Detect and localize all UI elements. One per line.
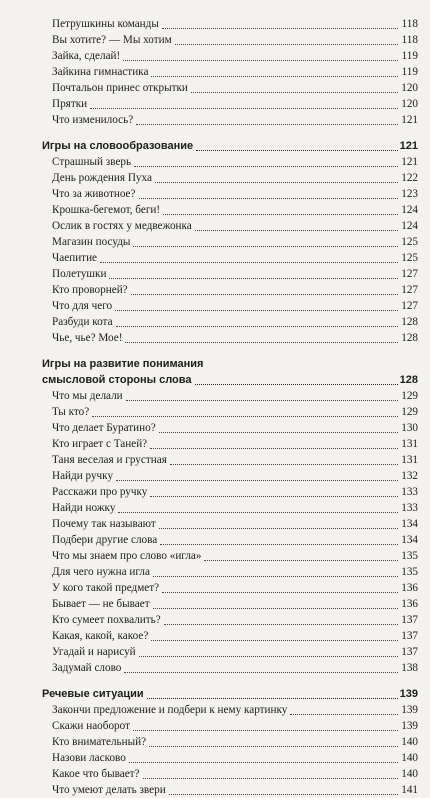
entry-page-number: 127	[401, 300, 418, 312]
dot-leader	[150, 496, 398, 497]
dot-leader	[162, 28, 398, 29]
entry-page-number: 138	[401, 662, 418, 674]
entry-page-number: 131	[401, 438, 418, 450]
entry-page-number: 137	[401, 614, 418, 626]
toc-entry[interactable]	[42, 314, 418, 330]
toc-entry[interactable]	[42, 564, 418, 580]
entry-page-number: 131	[401, 454, 418, 466]
entry-page-number: 128	[401, 332, 418, 344]
dot-leader	[139, 656, 398, 657]
toc-entry[interactable]	[42, 734, 418, 750]
toc-entry[interactable]	[42, 660, 418, 676]
entry-title: Задумай слово	[52, 662, 122, 674]
entry-page-number: 133	[401, 502, 418, 514]
toc-group-3	[42, 388, 418, 676]
entry-page-number: 119	[401, 50, 418, 62]
entry-page-number: 125	[401, 236, 418, 248]
table-of-contents	[42, 16, 418, 798]
toc-entry[interactable]	[42, 596, 418, 612]
entry-title: Угадай и нарисуй	[52, 646, 136, 658]
dot-leader	[204, 560, 398, 561]
toc-entry[interactable]	[42, 48, 418, 64]
entry-title: Бывает — не бывает	[52, 598, 150, 610]
toc-section-heading[interactable]	[42, 138, 418, 154]
toc-entry[interactable]	[42, 702, 418, 718]
toc-entry[interactable]	[42, 580, 418, 596]
toc-entry[interactable]	[42, 218, 418, 234]
entry-title: Кто внимательный?	[52, 736, 147, 748]
toc-entry[interactable]	[42, 420, 418, 436]
entry-page-number: 140	[401, 752, 418, 764]
dot-leader	[155, 182, 398, 183]
entry-page-number: 134	[401, 518, 418, 530]
entry-title: Что изменилось?	[52, 114, 134, 126]
entry-title: Найди ручку	[52, 470, 114, 482]
entry-page-number: 124	[401, 220, 418, 232]
entry-page-number: 129	[401, 406, 418, 418]
entry-page-number: 120	[401, 98, 418, 110]
toc-entry[interactable]	[42, 452, 418, 468]
entry-title: Найди ножку	[52, 502, 116, 514]
entry-page-number: 134	[401, 534, 418, 546]
toc-entry[interactable]	[42, 766, 418, 782]
entry-page-number: 141	[401, 784, 418, 796]
dot-leader	[131, 294, 398, 295]
dot-leader	[129, 762, 398, 763]
entry-title: Скажи наоборот	[52, 720, 130, 732]
entry-page-number: 119	[401, 66, 418, 78]
entry-title: Почтальон принес открытки	[52, 82, 188, 94]
toc-entry[interactable]	[42, 468, 418, 484]
toc-entry[interactable]	[42, 628, 418, 644]
section-page-number: 128	[399, 374, 418, 386]
dot-leader	[116, 326, 398, 327]
dot-leader	[109, 278, 398, 279]
entry-title: Какая, какой, какое?	[52, 630, 149, 642]
dot-leader	[160, 544, 398, 545]
entry-title: Что мы знаем про слово «игла»	[52, 550, 202, 562]
entry-title: Страшный зверь	[52, 156, 132, 168]
entry-title: Чье, чье? Мое!	[52, 332, 123, 344]
entry-title: Разбуди кота	[52, 316, 113, 328]
dot-leader	[195, 230, 398, 231]
entry-title: День рождения Пуха	[52, 172, 152, 184]
entry-page-number: 124	[401, 204, 418, 216]
dot-leader	[133, 730, 398, 731]
entry-page-number: 137	[401, 630, 418, 642]
entry-page-number: 136	[401, 598, 418, 610]
toc-entry[interactable]	[42, 202, 418, 218]
toc-entry[interactable]	[42, 266, 418, 282]
entry-title: Что мы делали	[52, 390, 123, 402]
entry-page-number: 132	[401, 470, 418, 482]
entry-title: Крошка-бегемот, беги!	[52, 204, 161, 216]
entry-page-number: 123	[401, 188, 418, 200]
entry-title: Зайка, сделай!	[52, 50, 121, 62]
dot-leader	[133, 246, 398, 247]
entry-page-number: 121	[401, 114, 418, 126]
toc-entry[interactable]	[42, 404, 418, 420]
dot-leader	[92, 416, 398, 417]
dot-leader	[149, 746, 398, 747]
entry-title: Магазин посуды	[52, 236, 131, 248]
dot-leader	[115, 310, 398, 311]
entry-page-number: 140	[401, 736, 418, 748]
toc-entry[interactable]	[42, 500, 418, 516]
entry-page-number: 129	[401, 390, 418, 402]
entry-title: Закончи предложение и подбери к нему картинку	[52, 704, 288, 716]
entry-title: У кого такой предмет?	[52, 582, 160, 594]
toc-entry[interactable]	[42, 484, 418, 500]
entry-title: Зайкина гимнастика	[52, 66, 149, 78]
dot-leader	[134, 166, 398, 167]
entry-title: Полетушки	[52, 268, 107, 280]
dot-leader	[170, 464, 398, 465]
toc-entry[interactable]	[42, 154, 418, 170]
dot-leader	[116, 480, 398, 481]
dot-leader	[147, 698, 398, 699]
entry-page-number: 130	[401, 422, 418, 434]
toc-entry[interactable]	[42, 330, 418, 346]
dot-leader	[290, 714, 398, 715]
entry-title: Таня веселая и грустная	[52, 454, 167, 466]
toc-entry[interactable]	[42, 186, 418, 202]
toc-entry[interactable]	[42, 170, 418, 186]
entry-title: Ослик в гостях у медвежонка	[52, 220, 192, 232]
toc-entry[interactable]	[42, 298, 418, 314]
toc-group-1	[42, 16, 418, 128]
section-title: Игры на словообразование	[42, 140, 194, 152]
entry-page-number: 125	[401, 252, 418, 264]
toc-entry[interactable]	[42, 250, 418, 266]
dot-leader	[90, 108, 398, 109]
entry-title: Что делает Буратино?	[52, 422, 156, 434]
entry-title: Назови ласково	[52, 752, 126, 764]
entry-page-number: 140	[401, 768, 418, 780]
toc-entry[interactable]	[42, 64, 418, 80]
entry-title: Расскажи про ручку	[52, 486, 148, 498]
entry-page-number: 118	[401, 34, 418, 46]
dot-leader	[150, 448, 398, 449]
entry-page-number: 128	[401, 316, 418, 328]
dot-leader	[136, 124, 398, 125]
dot-leader	[175, 44, 398, 45]
entry-title: Вы хотите? — Мы хотим	[52, 34, 172, 46]
toc-entry[interactable]	[42, 532, 418, 548]
toc-entry[interactable]	[42, 548, 418, 564]
toc-entry[interactable]	[42, 750, 418, 766]
entry-title: Что для чего	[52, 300, 113, 312]
entry-page-number: 127	[401, 284, 418, 296]
entry-page-number: 121	[401, 156, 418, 168]
entry-page-number: 127	[401, 268, 418, 280]
dot-leader	[159, 528, 398, 529]
entry-page-number: 135	[401, 550, 418, 562]
entry-title: Что за животное?	[52, 188, 136, 200]
dot-leader	[159, 432, 398, 433]
dot-leader	[143, 778, 398, 779]
entry-title: Для чего нужна игла	[52, 566, 150, 578]
dot-leader	[139, 198, 399, 199]
entry-title: Прятки	[52, 98, 88, 110]
dot-leader	[125, 342, 398, 343]
section-title-line-2: смысловой стороны слова	[42, 374, 192, 386]
entry-page-number: 135	[401, 566, 418, 578]
entry-title: Петрушкины команды	[52, 18, 159, 30]
entry-page-number: 122	[401, 172, 418, 184]
section-page-number: 139	[399, 688, 418, 700]
dot-leader	[196, 150, 397, 151]
toc-section-heading[interactable]	[42, 356, 418, 388]
entry-page-number: 139	[401, 704, 418, 716]
entry-title: Какое что бывает?	[52, 768, 140, 780]
dot-leader	[191, 92, 398, 93]
toc-entry[interactable]	[42, 782, 418, 798]
dot-leader	[123, 60, 398, 61]
dot-leader	[163, 214, 398, 215]
entry-page-number: 118	[401, 18, 418, 30]
entry-title: Что умеют делать звери	[52, 784, 166, 796]
section-page-number: 121	[399, 140, 418, 152]
entry-page-number: 120	[401, 82, 418, 94]
dot-leader	[169, 794, 398, 795]
dot-leader	[195, 384, 398, 385]
dot-leader	[151, 76, 398, 77]
dot-leader	[162, 592, 398, 593]
entry-page-number: 136	[401, 582, 418, 594]
toc-entry[interactable]	[42, 436, 418, 452]
dot-leader	[151, 640, 398, 641]
section-title: Речевые ситуации	[42, 688, 144, 700]
dot-leader	[164, 624, 398, 625]
entry-title: Чаепитие	[52, 252, 98, 264]
toc-group-2	[42, 154, 418, 346]
toc-entry[interactable]	[42, 80, 418, 96]
entry-page-number: 137	[401, 646, 418, 658]
dot-leader	[118, 512, 398, 513]
toc-entry[interactable]	[42, 516, 418, 532]
entry-title: Кто играет с Таней?	[52, 438, 148, 450]
toc-entry[interactable]	[42, 16, 418, 32]
dot-leader	[100, 262, 398, 263]
toc-entry[interactable]	[42, 32, 418, 48]
entry-title: Подбери другие слова	[52, 534, 158, 546]
dot-leader	[153, 608, 398, 609]
entry-page-number: 133	[401, 486, 418, 498]
toc-entry[interactable]	[42, 96, 418, 112]
entry-page-number: 139	[401, 720, 418, 732]
toc-group-4	[42, 702, 418, 798]
toc-entry[interactable]	[42, 388, 418, 404]
toc-entry[interactable]	[42, 644, 418, 660]
entry-title: Кто сумеет похвалить?	[52, 614, 161, 626]
toc-entry[interactable]	[42, 234, 418, 250]
dot-leader	[126, 400, 398, 401]
dot-leader	[124, 672, 398, 673]
toc-entry[interactable]	[42, 112, 418, 128]
toc-entry[interactable]	[42, 282, 418, 298]
section-title-line-1: Игры на развитие понимания	[42, 358, 204, 370]
entry-title: Кто проворней?	[52, 284, 128, 296]
entry-title: Почему так называют	[52, 518, 156, 530]
toc-entry[interactable]	[42, 612, 418, 628]
dot-leader	[153, 576, 398, 577]
toc-entry[interactable]	[42, 718, 418, 734]
entry-title: Ты кто?	[52, 406, 90, 418]
